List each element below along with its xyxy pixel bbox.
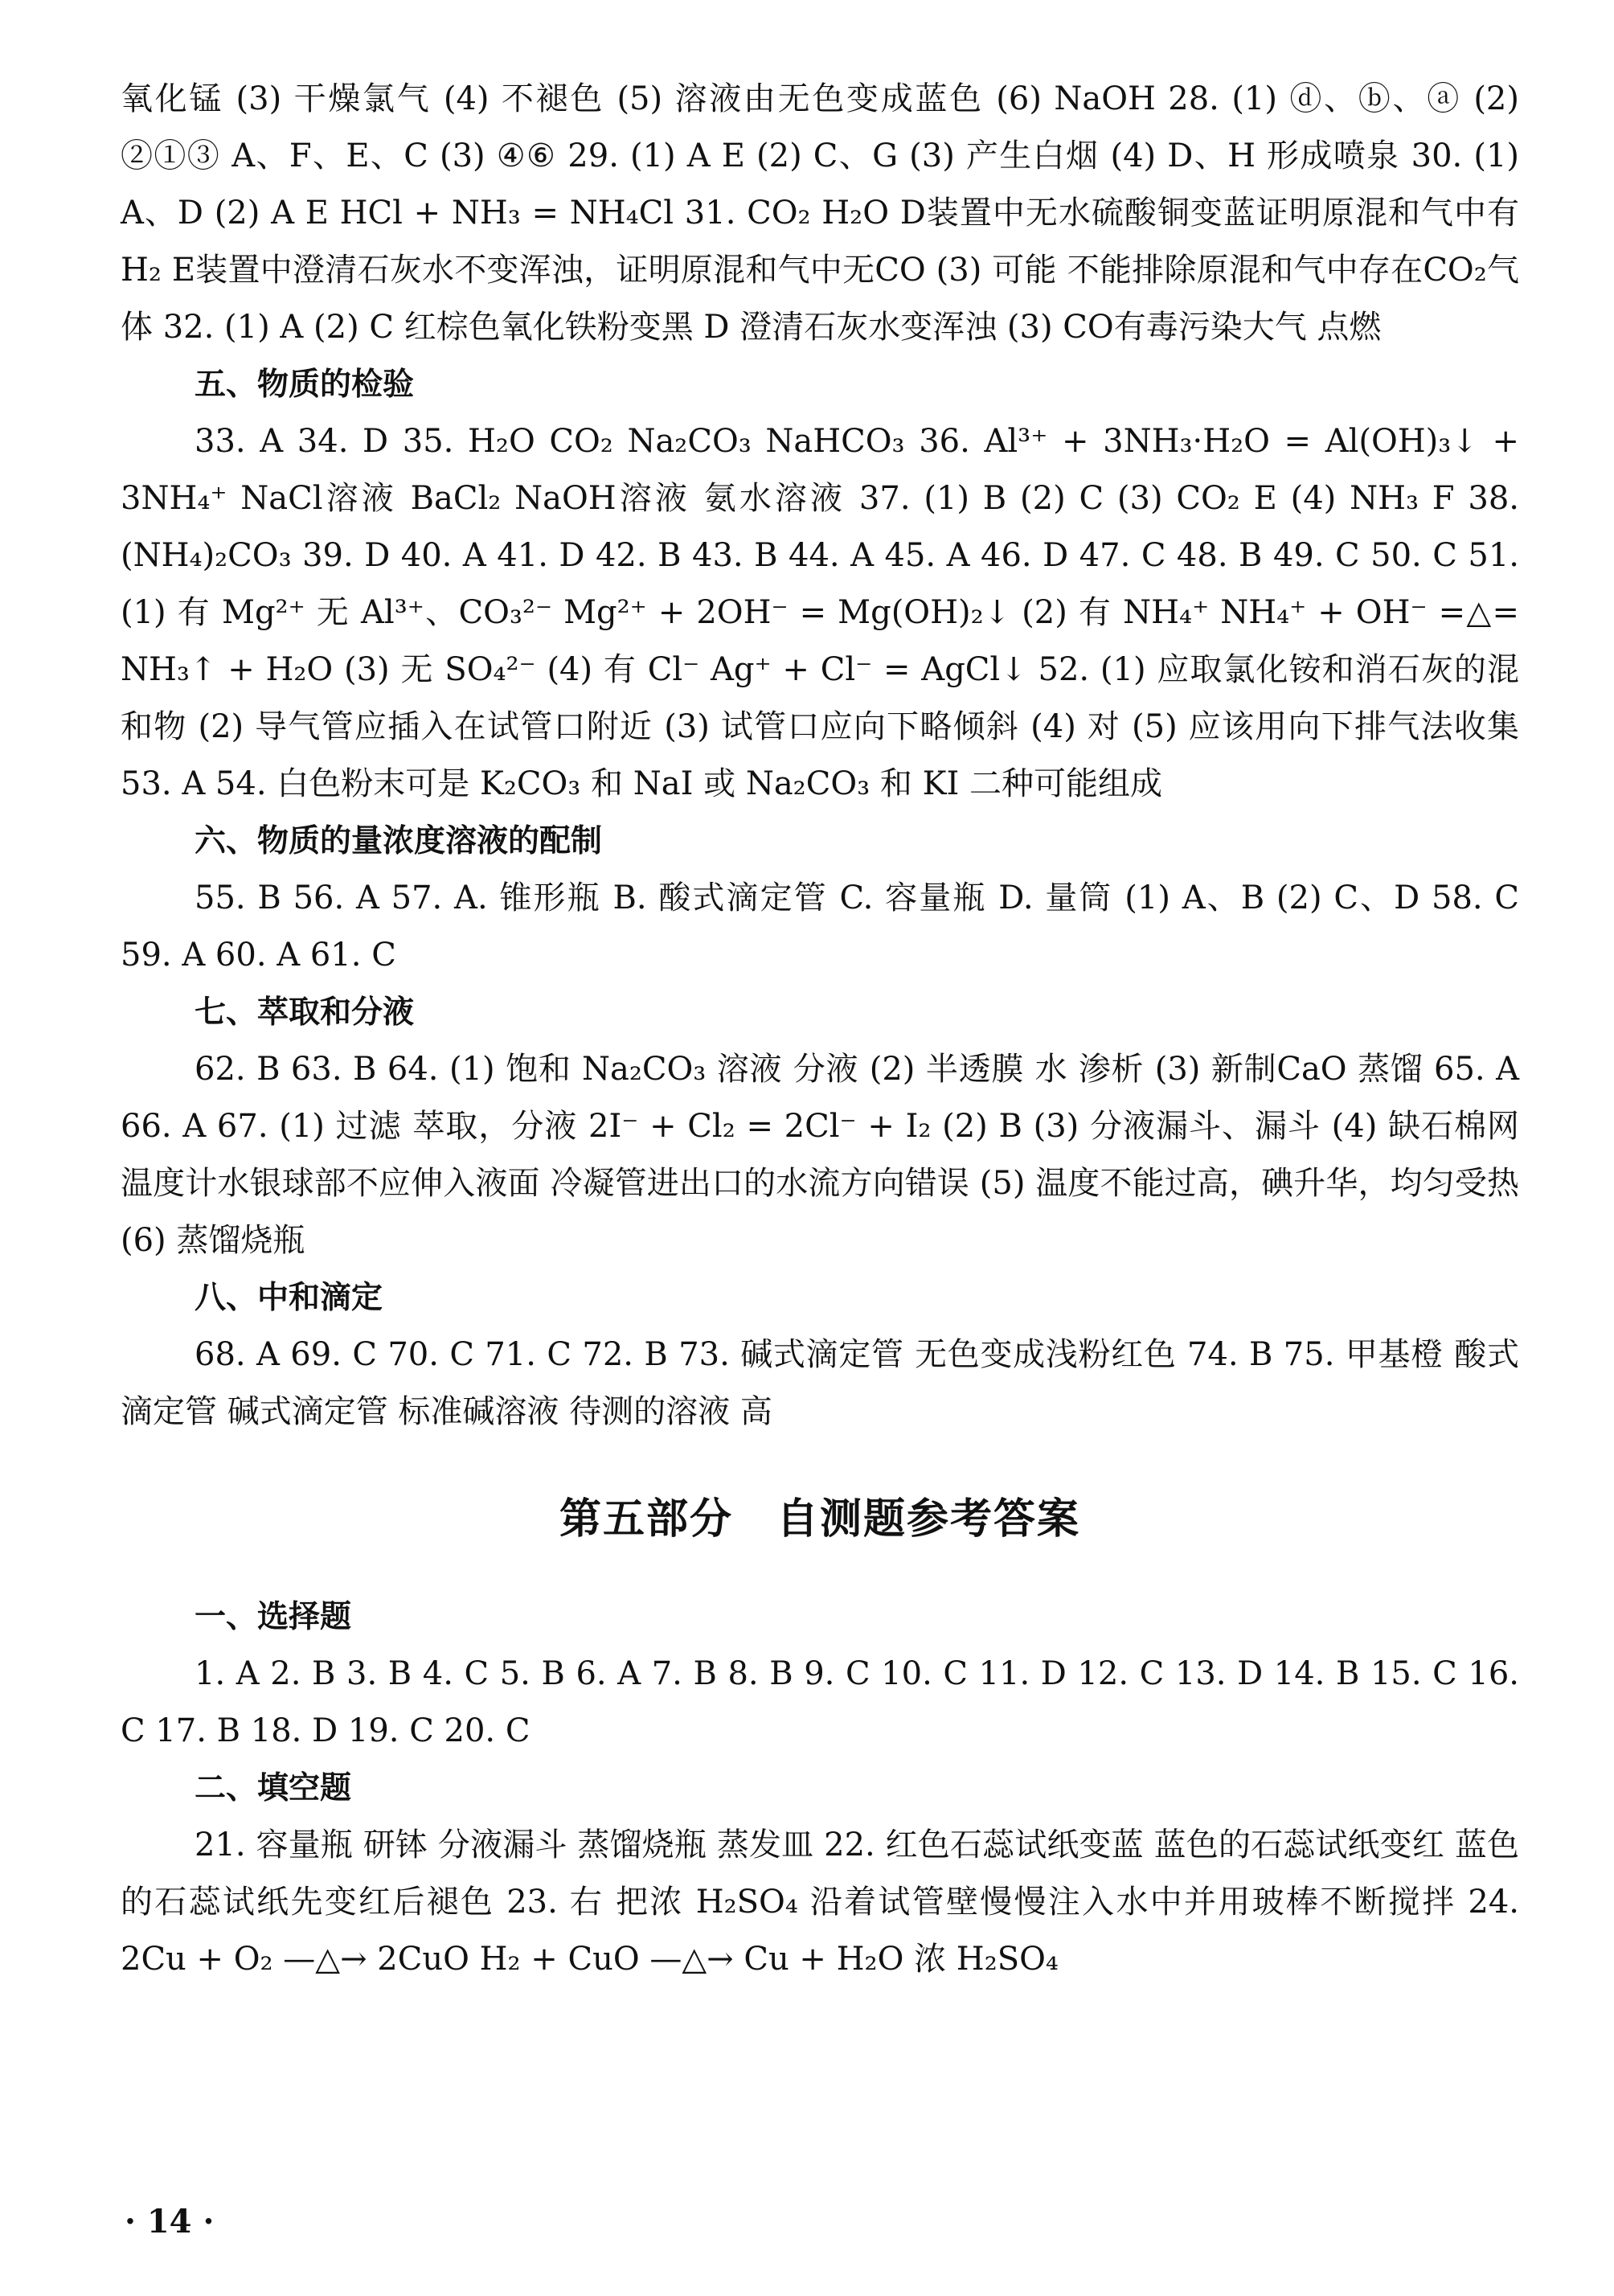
section-heading-fill-in: 二、填空题 xyxy=(195,1770,352,1806)
page-number: · 14 · xyxy=(125,2203,215,2241)
answers-paragraph-titration: 68. A 69. C 70. C 71. C 72. B 73. 碱式滴定管 无色变成浅粉红色 74. B 75. 甲基橙 酸式滴定管 碱式滴定管 标准碱溶液 待测的溶液 高 xyxy=(121,1336,1519,1430)
answers-paragraph-solution-preparation: 55. B 56. A 57. A. 锥形瓶 B. 酸式滴定管 C. 容量瓶 D. 量筒 (1) A、B (2) C、D 58. C 59. A 60. A 61. C xyxy=(121,879,1519,974)
section-heading-extraction: 七、萃取和分液 xyxy=(195,994,415,1031)
answers-paragraph-extraction: 62. B 63. B 64. (1) 饱和 Na₂CO₃ 溶液 分液 (2) 半透膜 水 渗析 (3) 新制CaO 蒸馏 65. A 66. A 67. (1) 过滤 萃取，分液 2I⁻ + Cl₂ = 2Cl⁻ + I₂ (2) B (3) 分液漏斗、漏斗 (4) 缺石棉网 温度计水银球部不应伸入液面 冷凝管进出口的水流方向错误 (5) 温度不能过高，碘升华，均匀受热 (6) 蒸馏烧瓶 xyxy=(121,1051,1519,1259)
answers-paragraph-fill-in: 21. 容量瓶 研钵 分液漏斗 蒸馏烧瓶 蒸发皿 22. 红色石蕊试纸变蓝 蓝色的石蕊试纸变红 蓝色的石蕊试纸先变红后褪色 23. 右 把浓 H₂SO₄ 沿着试管壁慢慢注入水中并用玻棒不断搅拌 24. 2Cu + O₂ —△→ 2CuO H₂ + CuO —△→ Cu + H₂O 浓 H₂SO₄ xyxy=(121,1827,1519,1978)
section-heading-multiple-choice: 一、选择题 xyxy=(195,1599,352,1635)
section-heading-substance-testing: 五、物质的检验 xyxy=(195,367,415,403)
answers-paragraph-substance-testing: 33. A 34. D 35. H₂O CO₂ Na₂CO₃ NaHCO₃ 36. Al³⁺ + 3NH₃·H₂O = Al(OH)₃↓ + 3NH₄⁺ NaCl溶液 BaCl₂ NaOH溶液 氨水溶液 37. (1) B (2) C (3) CO₂ E (4) NH₃ F 38. (NH₄)₂CO₃ 39. D 40. A 41. D 42. B 43. B 44. A 45. A 46. D 47. C 48. B 49. C 50. C 51. (1) 有 Mg²⁺ 无 Al³⁺、CO₃²⁻ Mg²⁺ + 2OH⁻ = Mg(OH)₂↓ (2) 有 NH₄⁺ NH₄⁺ + OH⁻ =△= NH₃↑ + H₂O (3) 无 SO₄²⁻ (4) 有 Cl⁻ Ag⁺ + Cl⁻ = AgCl↓ 52. (1) 应取氯化铵和消石灰的混和物 (2) 导气管应插入在试管口附近 (3) 试管口应向下略倾斜 (4) 对 (5) 应该用向下排气法收集 53. A 54. 白色粉末可是 K₂CO₃ 和 NaI 或 Na₂CO₃ 和 KI 二种可能组成 xyxy=(121,423,1519,802)
part-title: 第五部分 自测题参考答案 xyxy=(559,1495,1080,1544)
answers-paragraph-continued: 氧化锰 (3) 干燥氯气 (4) 不褪色 (5) 溶液由无色变成蓝色 (6) NaOH 28. (1) ⓓ、ⓑ、ⓐ (2) ②①③ A、F、E、C (3) ④⑥ 29. (1) A E (2) C、G (3) 产生白烟 (4) D、H 形成喷泉 30. (1) A、D (2) A E HCl + NH₃ = NH₄Cl 31. CO₂ H₂O D装置中无水硫酸铜变蓝证明原混和气中有 H₂ E装置中澄清石灰水不变浑浊，证明原混和气中无CO (3) 可能 不能排除原混和气中存在CO₂气体 32. (1) A (2) C 红棕色氧化铁粉变黑 D 澄清石灰水变浑浊 (3) CO有毒污染大气 点燃 xyxy=(121,80,1519,346)
section-heading-titration: 八、中和滴定 xyxy=(195,1280,383,1316)
section-heading-solution-preparation: 六、物质的量浓度溶液的配制 xyxy=(195,823,603,859)
answers-paragraph-multiple-choice: 1. A 2. B 3. B 4. C 5. B 6. A 7. B 8. B 9. C 10. C 11. D 12. C 13. D 14. B 15. C 16. C 17. B 18. D 19. C 20. C xyxy=(121,1655,1519,1749)
answer-content xyxy=(121,71,1519,1988)
